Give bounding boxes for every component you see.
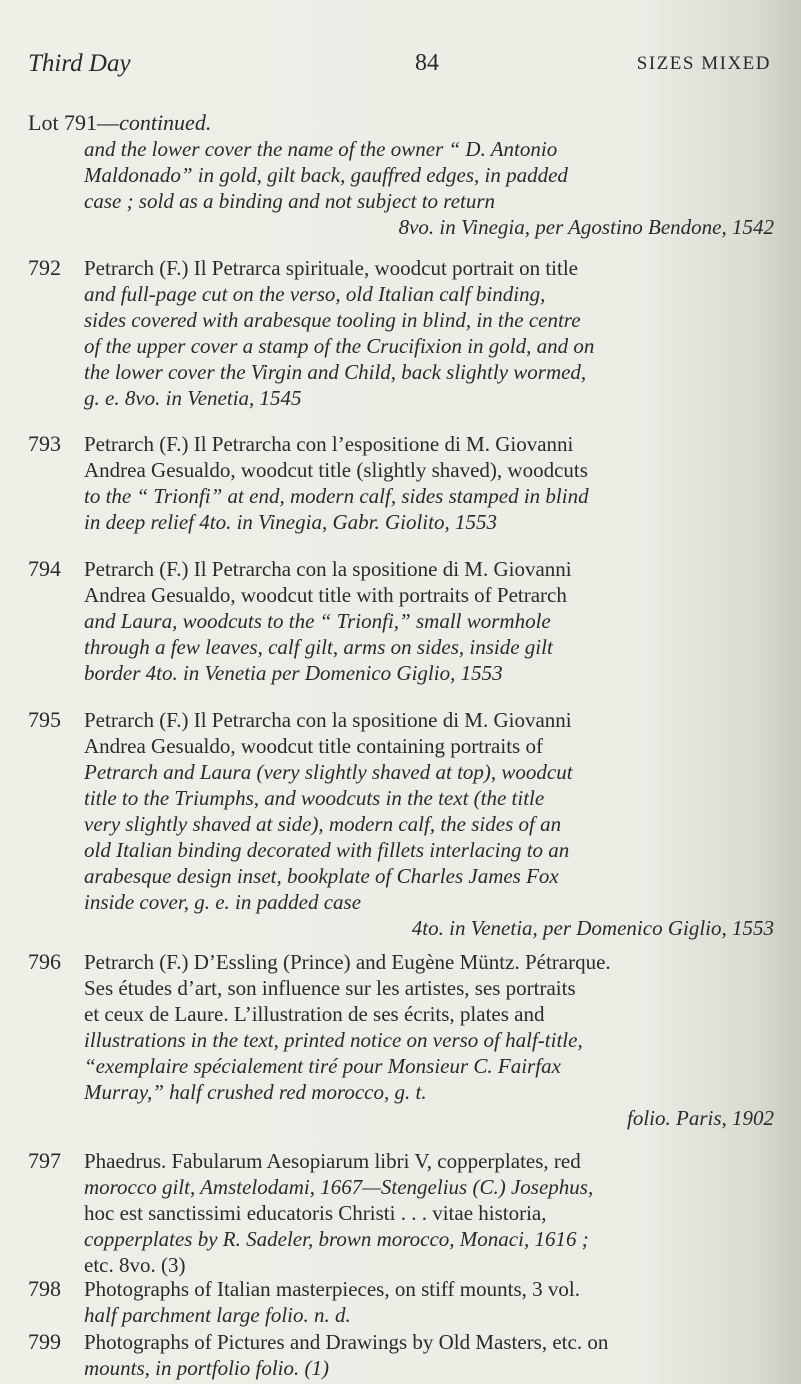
entry-line: 8vo. in Vinegia, per Agostino Bendone, 1542	[398, 215, 774, 239]
lot-number: 796	[28, 949, 61, 974]
entry-line: very slightly shaved at side), modern calf, the sides of an	[84, 812, 562, 836]
entry-line: Andrea Gesualdo, woodcut title with portraits of Petrarch	[84, 583, 567, 607]
lot-number: 792	[28, 255, 61, 280]
entry-line: Photographs of Pictures and Drawings by Old Masters, etc. on	[84, 1330, 609, 1354]
entry-line: and full-page cut on the verso, old Italian calf binding,	[84, 282, 546, 306]
entry-line: the lower cover the Virgin and Child, back slightly wormed,	[84, 360, 587, 384]
entry-line: “exemplaire spécialement tiré pour Monsieur C. Fairfax	[84, 1054, 561, 1078]
entry-line: old Italian binding decorated with fillets interlacing to an	[84, 838, 570, 862]
entry-line: et ceux de Laure. L’illustration de ses écrits, plates and	[84, 1002, 545, 1026]
lot-label: Lot 791—	[28, 110, 120, 135]
entry-line: case ; sold as a binding and not subject to return	[84, 189, 496, 213]
entry-line: copperplates by R. Sadeler, brown morocco, Monaci, 1616 ;	[84, 1227, 589, 1251]
lot-number: 798	[28, 1276, 61, 1301]
section-heading: SIZES MIXED	[636, 53, 771, 74]
lot-number: 799	[28, 1329, 61, 1354]
continued-label: continued.	[119, 110, 212, 135]
entry-line: to the “ Trionfi” at end, modern calf, sides stamped in blind	[84, 484, 589, 508]
lot-number: 793	[28, 431, 61, 456]
lot-number: 797	[28, 1148, 61, 1173]
entry-line: Petrarch (F.) Il Petrarcha con la spositione di M. Giovanni	[84, 708, 572, 732]
entry-line: Petrarch (F.) D’Essling (Prince) and Eugène Müntz. Pétrarque.	[84, 950, 611, 974]
entry-line: mounts, in portfolio folio. (1)	[84, 1356, 330, 1380]
entry-line: etc. 8vo. (3)	[84, 1253, 186, 1277]
entry-line: Photographs of Italian masterpieces, on stiff mounts, 3 vol.	[84, 1277, 580, 1301]
entry-line: Andrea Gesualdo, woodcut title (slightly shaved), woodcuts	[84, 458, 588, 482]
entry-line: folio. Paris, 1902	[626, 1106, 774, 1130]
entry-line: Andrea Gesualdo, woodcut title containing portraits of	[84, 734, 543, 758]
entry-line: Petrarch (F.) Il Petrarca spirituale, woodcut portrait on title	[84, 256, 578, 280]
entry-line: Maldonado” in gold, gilt back, gauffred edges, in padded	[84, 163, 568, 187]
entry-line: Petrarch (F.) Il Petrarcha con l’espositione di M. Giovanni	[84, 432, 574, 456]
entry-line: and the lower cover the name of the owner “ D. Antonio	[84, 137, 558, 161]
entry-line: of the upper cover a stamp of the Crucifixion in gold, and on	[84, 334, 595, 358]
entry-line: Petrarch and Laura (very slightly shaved at top), woodcut	[84, 760, 573, 784]
entry-line: inside cover, g. e. in padded case	[84, 890, 362, 914]
lot-number: 795	[28, 707, 61, 732]
page-header	[28, 50, 771, 80]
entry-line: Ses études d’art, son influence sur les artistes, ses portraits	[84, 976, 576, 1000]
lot-continued-heading	[28, 110, 211, 136]
entry-line: sides covered with arabesque tooling in blind, in the centre	[84, 308, 581, 332]
entry-line: and Laura, woodcuts to the “ Trionfi,” small wormhole	[84, 609, 551, 633]
entry-line: hoc est sanctissimi educatoris Christi . . . vitae historia,	[84, 1201, 547, 1225]
entry-line: Phaedrus. Fabularum Aesopiarum libri V, copperplates, red	[84, 1149, 581, 1173]
entry-line: half parchment large folio. n. d.	[84, 1303, 351, 1327]
lot-number: 794	[28, 556, 61, 581]
entry-line: Murray,” half crushed red morocco, g. t.	[84, 1080, 427, 1104]
entry-line: through a few leaves, calf gilt, arms on sides, inside gilt	[84, 635, 553, 659]
page-number: 84	[415, 50, 439, 76]
entry-line: 4to. in Venetia, per Domenico Giglio, 1553	[411, 916, 774, 940]
entry-line: g. e. 8vo. in Venetia, 1545	[84, 386, 302, 410]
entry-line: arabesque design inset, bookplate of Charles James Fox	[84, 864, 559, 888]
entry-line: morocco gilt, Amstelodami, 1667—Stengelius (C.) Josephus,	[84, 1175, 594, 1199]
entry-line: Petrarch (F.) Il Petrarcha con la spositione di M. Giovanni	[84, 557, 572, 581]
entry-line: border 4to. in Venetia per Domenico Giglio, 1553	[84, 661, 503, 685]
entry-line: in deep relief 4to. in Vinegia, Gabr. Giolito, 1553	[84, 510, 497, 534]
entry-line: illustrations in the text, printed notice on verso of half-title,	[84, 1028, 583, 1052]
day-heading: Third Day	[28, 50, 131, 77]
entry-line: title to the Triumphs, and woodcuts in the text (the title	[84, 786, 545, 810]
